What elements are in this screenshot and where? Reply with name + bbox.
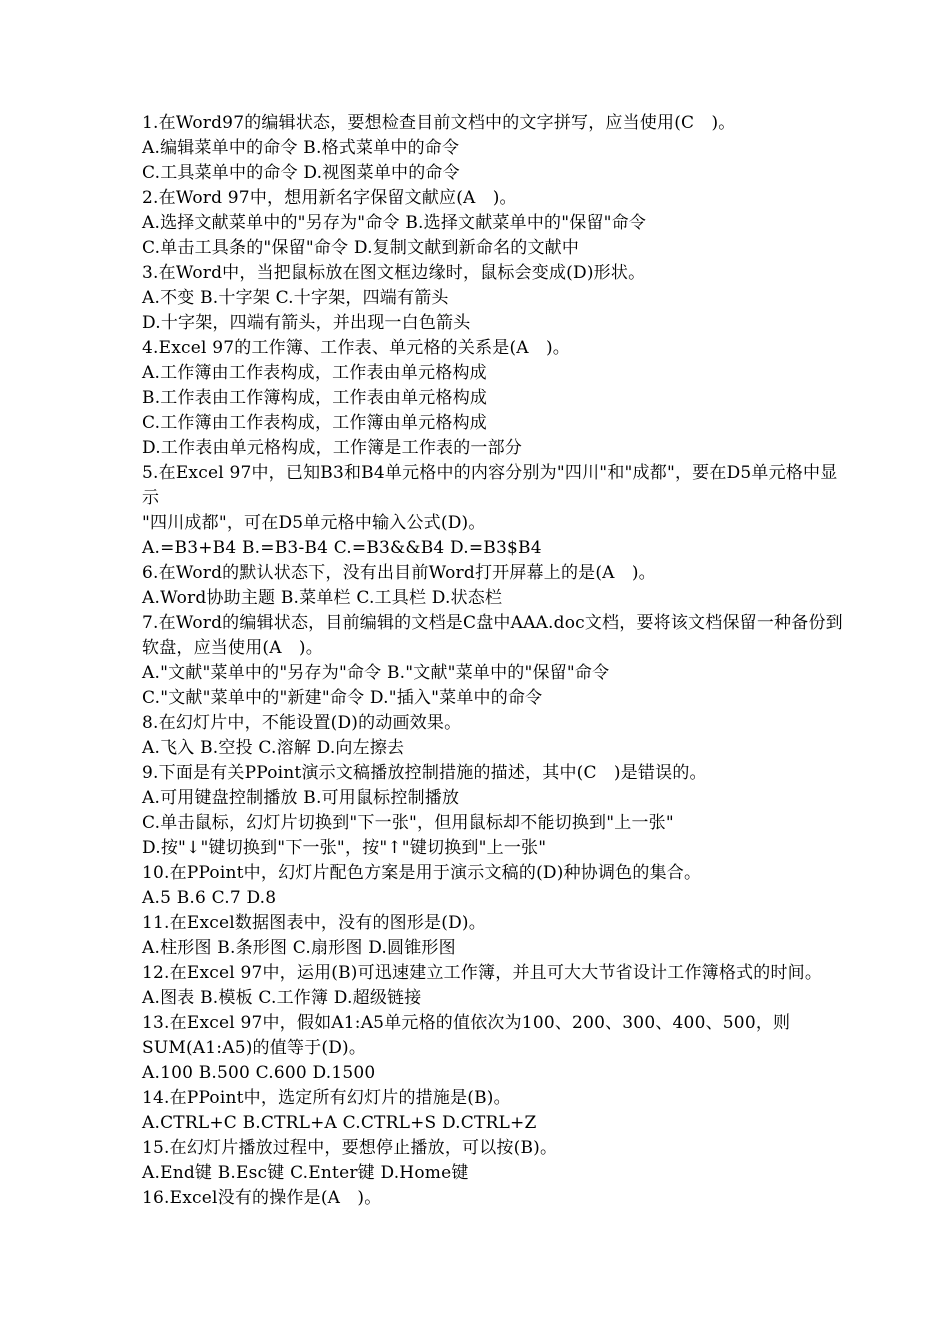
question-2: 2.在Word 97中，想用新名字保留文献应(A )。 bbox=[142, 188, 517, 208]
question-6-options: A.Word协助主题 B.菜单栏 C.工具栏 D.状态栏 bbox=[142, 588, 503, 608]
question-2-options-ab: A.选择文献菜单中的"另存为"命令 B.选择文献菜单中的"保留"命令 bbox=[142, 213, 647, 233]
question-4-option-b: B.工作表由工作簿构成，工作表由单元格构成 bbox=[142, 388, 488, 408]
question-10-options: A.5 B.6 C.7 D.8 bbox=[142, 888, 277, 908]
question-7-options-cd: C."文献"菜单中的"新建"命令 D."插入"菜单中的命令 bbox=[142, 688, 543, 708]
question-3: 3.在Word中，当把鼠标放在图文框边缘时，鼠标会变成(D)形状。 bbox=[142, 263, 646, 283]
question-11: 11.在Excel数据图表中，没有的图形是(D)。 bbox=[142, 913, 486, 933]
question-14-options: A.CTRL+C B.CTRL+A C.CTRL+S D.CTRL+Z bbox=[142, 1113, 537, 1133]
question-4: 4.Excel 97的工作簿、工作表、单元格的关系是(A )。 bbox=[142, 338, 571, 358]
question-5: 5.在Excel 97中，已知B3和B4单元格中的内容分别为"四川"和"成都"，要在D5单元格中显示 bbox=[142, 463, 838, 508]
question-8: 8.在幻灯片中，不能设置(D)的动画效果。 bbox=[142, 713, 462, 733]
question-3-option-d: D.十字架，四端有箭头，并出现一白色箭头 bbox=[142, 313, 471, 333]
question-8-options: A.飞入 B.空投 C.溶解 D.向左擦去 bbox=[142, 738, 405, 758]
question-7-options-ab: A."文献"菜单中的"另存为"命令 B."文献"菜单中的"保留"命令 bbox=[142, 663, 610, 683]
question-9-option-c: C.单击鼠标，幻灯片切换到"下一张"，但用鼠标却不能切换到"上一张" bbox=[142, 813, 674, 833]
question-15: 15.在幻灯片播放过程中，要想停止播放，可以按(B)。 bbox=[142, 1138, 558, 1158]
question-1-options-cd: C.工具菜单中的命令 D.视图菜单中的命令 bbox=[142, 163, 460, 183]
question-1: 1.在Word97的编辑状态，要想检查目前文档中的文字拼写，应当使用(C )。 bbox=[142, 113, 736, 133]
question-12-options: A.图表 B.模板 C.工作簿 D.超级链接 bbox=[142, 988, 422, 1008]
question-12: 12.在Excel 97中，运用(B)可迅速建立工作簿，并且可大大节省设计工作簿格式的时间。 bbox=[142, 963, 823, 983]
question-16: 16.Excel没有的操作是(A )。 bbox=[142, 1188, 382, 1208]
question-5-continued: "四川成都"，可在D5单元格中输入公式(D)。 bbox=[142, 513, 486, 533]
question-2-options-cd: C.单击工具条的"保留"命令 D.复制文献到新命名的文献中 bbox=[142, 238, 580, 258]
question-15-options: A.End键 B.Esc键 C.Enter键 D.Home键 bbox=[142, 1163, 469, 1183]
question-6: 6.在Word的默认状态下，没有出目前Word打开屏幕上的是(A )。 bbox=[142, 563, 656, 583]
question-1-options-ab: A.编辑菜单中的命令 B.格式菜单中的命令 bbox=[142, 138, 460, 158]
question-9: 9.下面是有关PPoint演示文稿播放控制措施的描述，其中(C )是错误的。 bbox=[142, 763, 707, 783]
question-13-options: A.100 B.500 C.600 D.1500 bbox=[142, 1063, 376, 1083]
question-13: 13.在Excel 97中，假如A1:A5单元格的值依次为100、200、300、400、500，则SUM(A1:A5)的值等于(D)。 bbox=[142, 1013, 791, 1058]
question-10: 10.在PPoint中，幻灯片配色方案是用于演示文稿的(D)种协调色的集合。 bbox=[142, 863, 702, 883]
question-7: 7.在Word的编辑状态，目前编辑的文档是C盘中AAA.doc文档，要将该文档保留一种备份到软盘，应当使用(A )。 bbox=[142, 613, 843, 658]
question-9-options-ab: A.可用键盘控制播放 B.可用鼠标控制播放 bbox=[142, 788, 460, 808]
question-5-options: A.=B3+B4 B.=B3-B4 C.=B3&&B4 D.=B3$B4 bbox=[142, 538, 542, 558]
question-4-option-c: C.工作簿由工作表构成，工作簿由单元格构成 bbox=[142, 413, 488, 433]
question-4-option-d: D.工作表由单元格构成，工作簿是工作表的一部分 bbox=[142, 438, 523, 458]
question-4-option-a: A.工作簿由工作表构成，工作表由单元格构成 bbox=[142, 363, 487, 383]
question-9-option-d: D.按"↓"键切换到"下一张"，按"↑"键切换到"上一张" bbox=[142, 838, 547, 858]
question-3-options-abc: A.不变 B.十字架 C.十字架，四端有箭头 bbox=[142, 288, 449, 308]
document-body bbox=[104, 111, 849, 1211]
question-14: 14.在PPoint中，选定所有幻灯片的措施是(B)。 bbox=[142, 1088, 511, 1108]
question-11-options: A.柱形图 B.条形图 C.扇形图 D.圆锥形图 bbox=[142, 938, 456, 958]
